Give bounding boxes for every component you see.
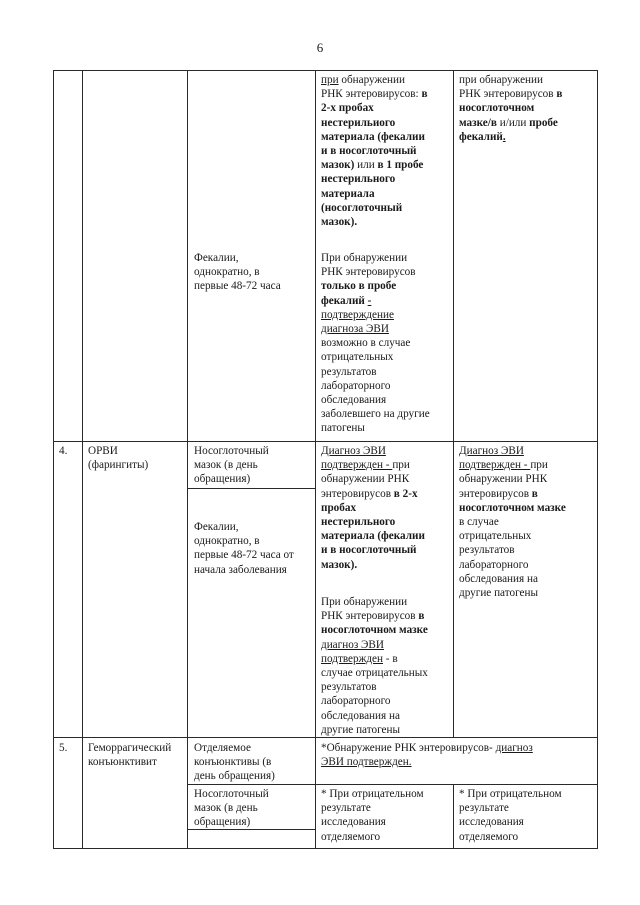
text-run: в носоглоточном мазке — [321, 610, 428, 637]
table-rule-col4-lower — [453, 784, 454, 848]
text-run: при обнаружении РНК энтеровирусов — [459, 74, 554, 101]
row-continued-material-feces: Фекалии, однократно, в первые 48-72 часа — [194, 252, 281, 293]
text-run: При обнаружении РНК энтеровирусов — [321, 252, 416, 279]
row4-number: 4. — [59, 445, 68, 457]
row-continued-positive-b — [459, 73, 595, 144]
text-run: . — [502, 130, 506, 143]
text-run: или — [354, 159, 378, 172]
table-rule-row4-sub — [187, 488, 315, 489]
text-run: Диагноз ЭВИ подтвержден - — [321, 445, 390, 472]
table-rule-row4 — [53, 441, 598, 442]
text-run: *Обнаружение РНК энтеровирусов- — [321, 742, 496, 754]
text-run: при обнаружении РНК энтеровирусов — [459, 459, 548, 500]
row4-result-a — [321, 444, 451, 572]
row5-material-conjunctiva: Отделяемое конъюнктивы (в день обращения) — [194, 742, 275, 783]
row5-material-nasopharyngeal: Носоглоточный мазок (в день обращения) — [194, 788, 269, 829]
row5-result-b: * При отрицательном результате исследования отделяемого — [459, 788, 562, 843]
table-rule-col2 — [187, 70, 188, 848]
row5-number: 5. — [59, 742, 68, 754]
text-run: в случае отрицательных результатов лабораторного обследования на другие патогены — [459, 516, 538, 600]
text-run: подтверждение диагноза ЭВИ — [321, 308, 394, 336]
table-rule-col3 — [315, 70, 316, 848]
text-run: в 2-х пробах нестерильиого материала (фекалии и в носоглоточный мазок) — [321, 88, 428, 172]
text-run: - в случае отрицательных результатов лабораторного обследования на другие патогены — [321, 652, 428, 736]
row5-disease: Геморрагический конъюнктивит — [88, 742, 172, 769]
text-run: пробе фекалий — [459, 116, 558, 143]
text-run: только в пробе фекалий — [321, 280, 397, 307]
row5-result-a: * При отрицательном результате исследования отделяемого — [321, 788, 424, 843]
text-run: в 1 пробе нестерильного материала (носоглоточный мазок). — [321, 159, 424, 229]
page-number: 6 — [316, 40, 324, 55]
text-run: диагноз ЭВИ подтвержден. — [321, 742, 533, 769]
row4-result-a-note — [321, 595, 451, 737]
row-continued-positive-a-note — [321, 251, 451, 436]
text-run: и/или — [496, 116, 530, 129]
text-run: при — [321, 74, 339, 86]
text-run: При обнаружении РНК энтеровирусов — [321, 596, 416, 623]
row-continued-positive-a — [321, 73, 451, 229]
text-run: в носоглоточном мазке — [459, 487, 566, 514]
text-run: в носоглоточном мазке/в — [459, 88, 563, 129]
table-rule-bottom — [53, 848, 598, 849]
text-run: в 2-х пробах нестерильного материала (фекалии и в носоглоточный мазок). — [321, 487, 425, 571]
table-rule-col4-upper — [453, 70, 454, 737]
table-rule-top — [53, 70, 598, 71]
table-rule-row5-sub — [187, 784, 598, 785]
row4-disease: ОРВИ (фарингиты) — [88, 445, 149, 472]
text-run: возможно в случае отрицательных результатов лабораторного обследования заболевшего на другие патогены — [321, 337, 430, 435]
table-rule-row5 — [53, 737, 598, 738]
text-run: при обнаружении РНК энтеровирусов — [321, 459, 410, 500]
table-rule-left — [53, 70, 54, 848]
row4-result-b — [459, 444, 595, 600]
text-run: диагноз ЭВИ подтвержден — [321, 638, 384, 665]
row4-material-feces: Фекалии, однократно, в первые 48-72 часа от начала заболевания — [194, 521, 294, 576]
table-rule-right — [597, 70, 598, 848]
table-rule-col1 — [82, 70, 83, 848]
text-run: обнаружении РНК энтеровирусов: — [321, 74, 419, 101]
text-run: - — [367, 294, 372, 307]
text-run: Диагноз ЭВИ подтвержден - — [459, 445, 528, 472]
row5-result-merged — [321, 741, 593, 769]
row4-material-nasopharyngeal: Носоглоточный мазок (в день обращения) — [194, 445, 269, 486]
